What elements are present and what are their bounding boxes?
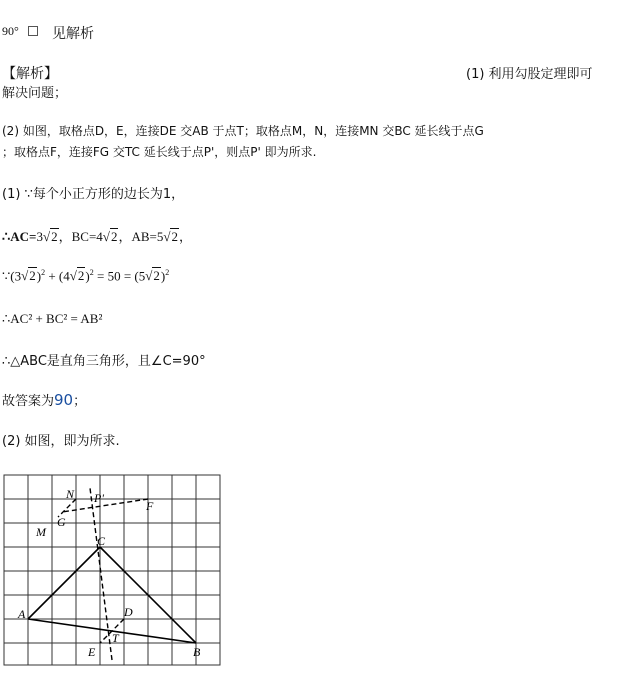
part2-intro-b: ；取格点F，连接FG 交TC 延长线于点P'，则点P' 即为所求.: [2, 145, 317, 159]
analysis-heading: 【解析】: [2, 66, 58, 82]
part1-intro-b: 解决问题；: [2, 86, 68, 101]
solution-step3: $\because(3√2)^2 + (4√2)^2 = 50 = (5√2)^2$: [2, 268, 170, 284]
part1-intro-a: (1) 利用勾股定理即可: [466, 67, 593, 82]
part2-intro-a: (2) 如图，取格点D，E，连接DE 交AB 于点T；取格点M，N，连接MN 交BC 延长线于点G: [2, 124, 484, 138]
label-n: N: [66, 487, 75, 501]
label-a: A: [18, 607, 26, 621]
label-e: E: [88, 645, 96, 659]
solution-step1: (1) ∵每个小正方形的边长为1，: [2, 187, 185, 202]
see-explanation-label: 见解析: [52, 26, 94, 42]
label-f: F: [146, 499, 154, 513]
solution-step7: (2) 如图，即为所求.: [2, 434, 120, 449]
label-c: C: [97, 534, 106, 548]
label-b: B: [193, 645, 201, 659]
solution-step2: ∴AC=3√2，BC=4√2，AB=5√2，: [2, 229, 192, 244]
solution-step5: ∴△ABC是直角三角形，且∠C=90°: [2, 354, 206, 369]
broken-image-icon: [28, 26, 38, 36]
label-m: M: [36, 525, 46, 539]
label-p: P': [94, 491, 104, 505]
solution-step6: 故答案为90；: [2, 391, 87, 409]
answer-value: 90°: [2, 24, 19, 38]
label-d: D: [124, 605, 133, 619]
label-t: T: [112, 631, 119, 645]
solution-step4: ∴AC² + BC² = AB²: [2, 311, 103, 326]
label-g: G: [57, 515, 66, 529]
geometry-figure: [0, 470, 230, 670]
